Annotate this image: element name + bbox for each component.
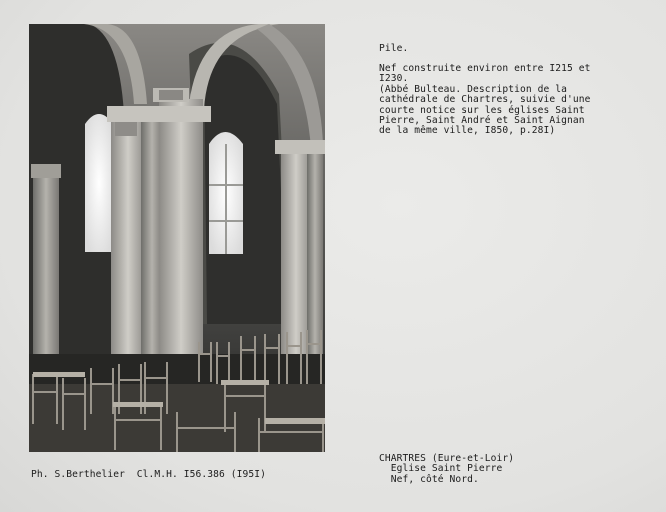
description-line: I230. xyxy=(379,73,409,85)
caption-title: Pile. xyxy=(379,43,409,54)
description-line: Nef construite environ entre I215 et xyxy=(379,63,591,74)
description-line: courte notice sur les églises Saint xyxy=(379,104,585,116)
window-left xyxy=(85,114,113,252)
photograph-nave-pillar xyxy=(29,24,325,452)
location-line: Nef, côté Nord. xyxy=(379,473,479,485)
description-line: (Abbé Bulteau. Description de la xyxy=(379,83,568,95)
location-line: CHARTRES (Eure-et-Loir) xyxy=(379,453,515,464)
caption-location xyxy=(379,454,514,485)
nave-photo-illustration xyxy=(29,24,325,452)
description-line: de la même ville, I850, p.28I) xyxy=(379,125,556,137)
caption-description xyxy=(379,64,591,137)
photo-credit: Ph. S.Berthelier Cl.M.H. I56.386 (I95I) xyxy=(31,469,267,480)
location-line: Eglise Saint Pierre xyxy=(379,463,503,475)
description-line: cathédrale de Chartres, suivie d'une xyxy=(379,94,591,106)
description-line: Pierre, Saint André et Saint Aignan xyxy=(379,115,585,127)
